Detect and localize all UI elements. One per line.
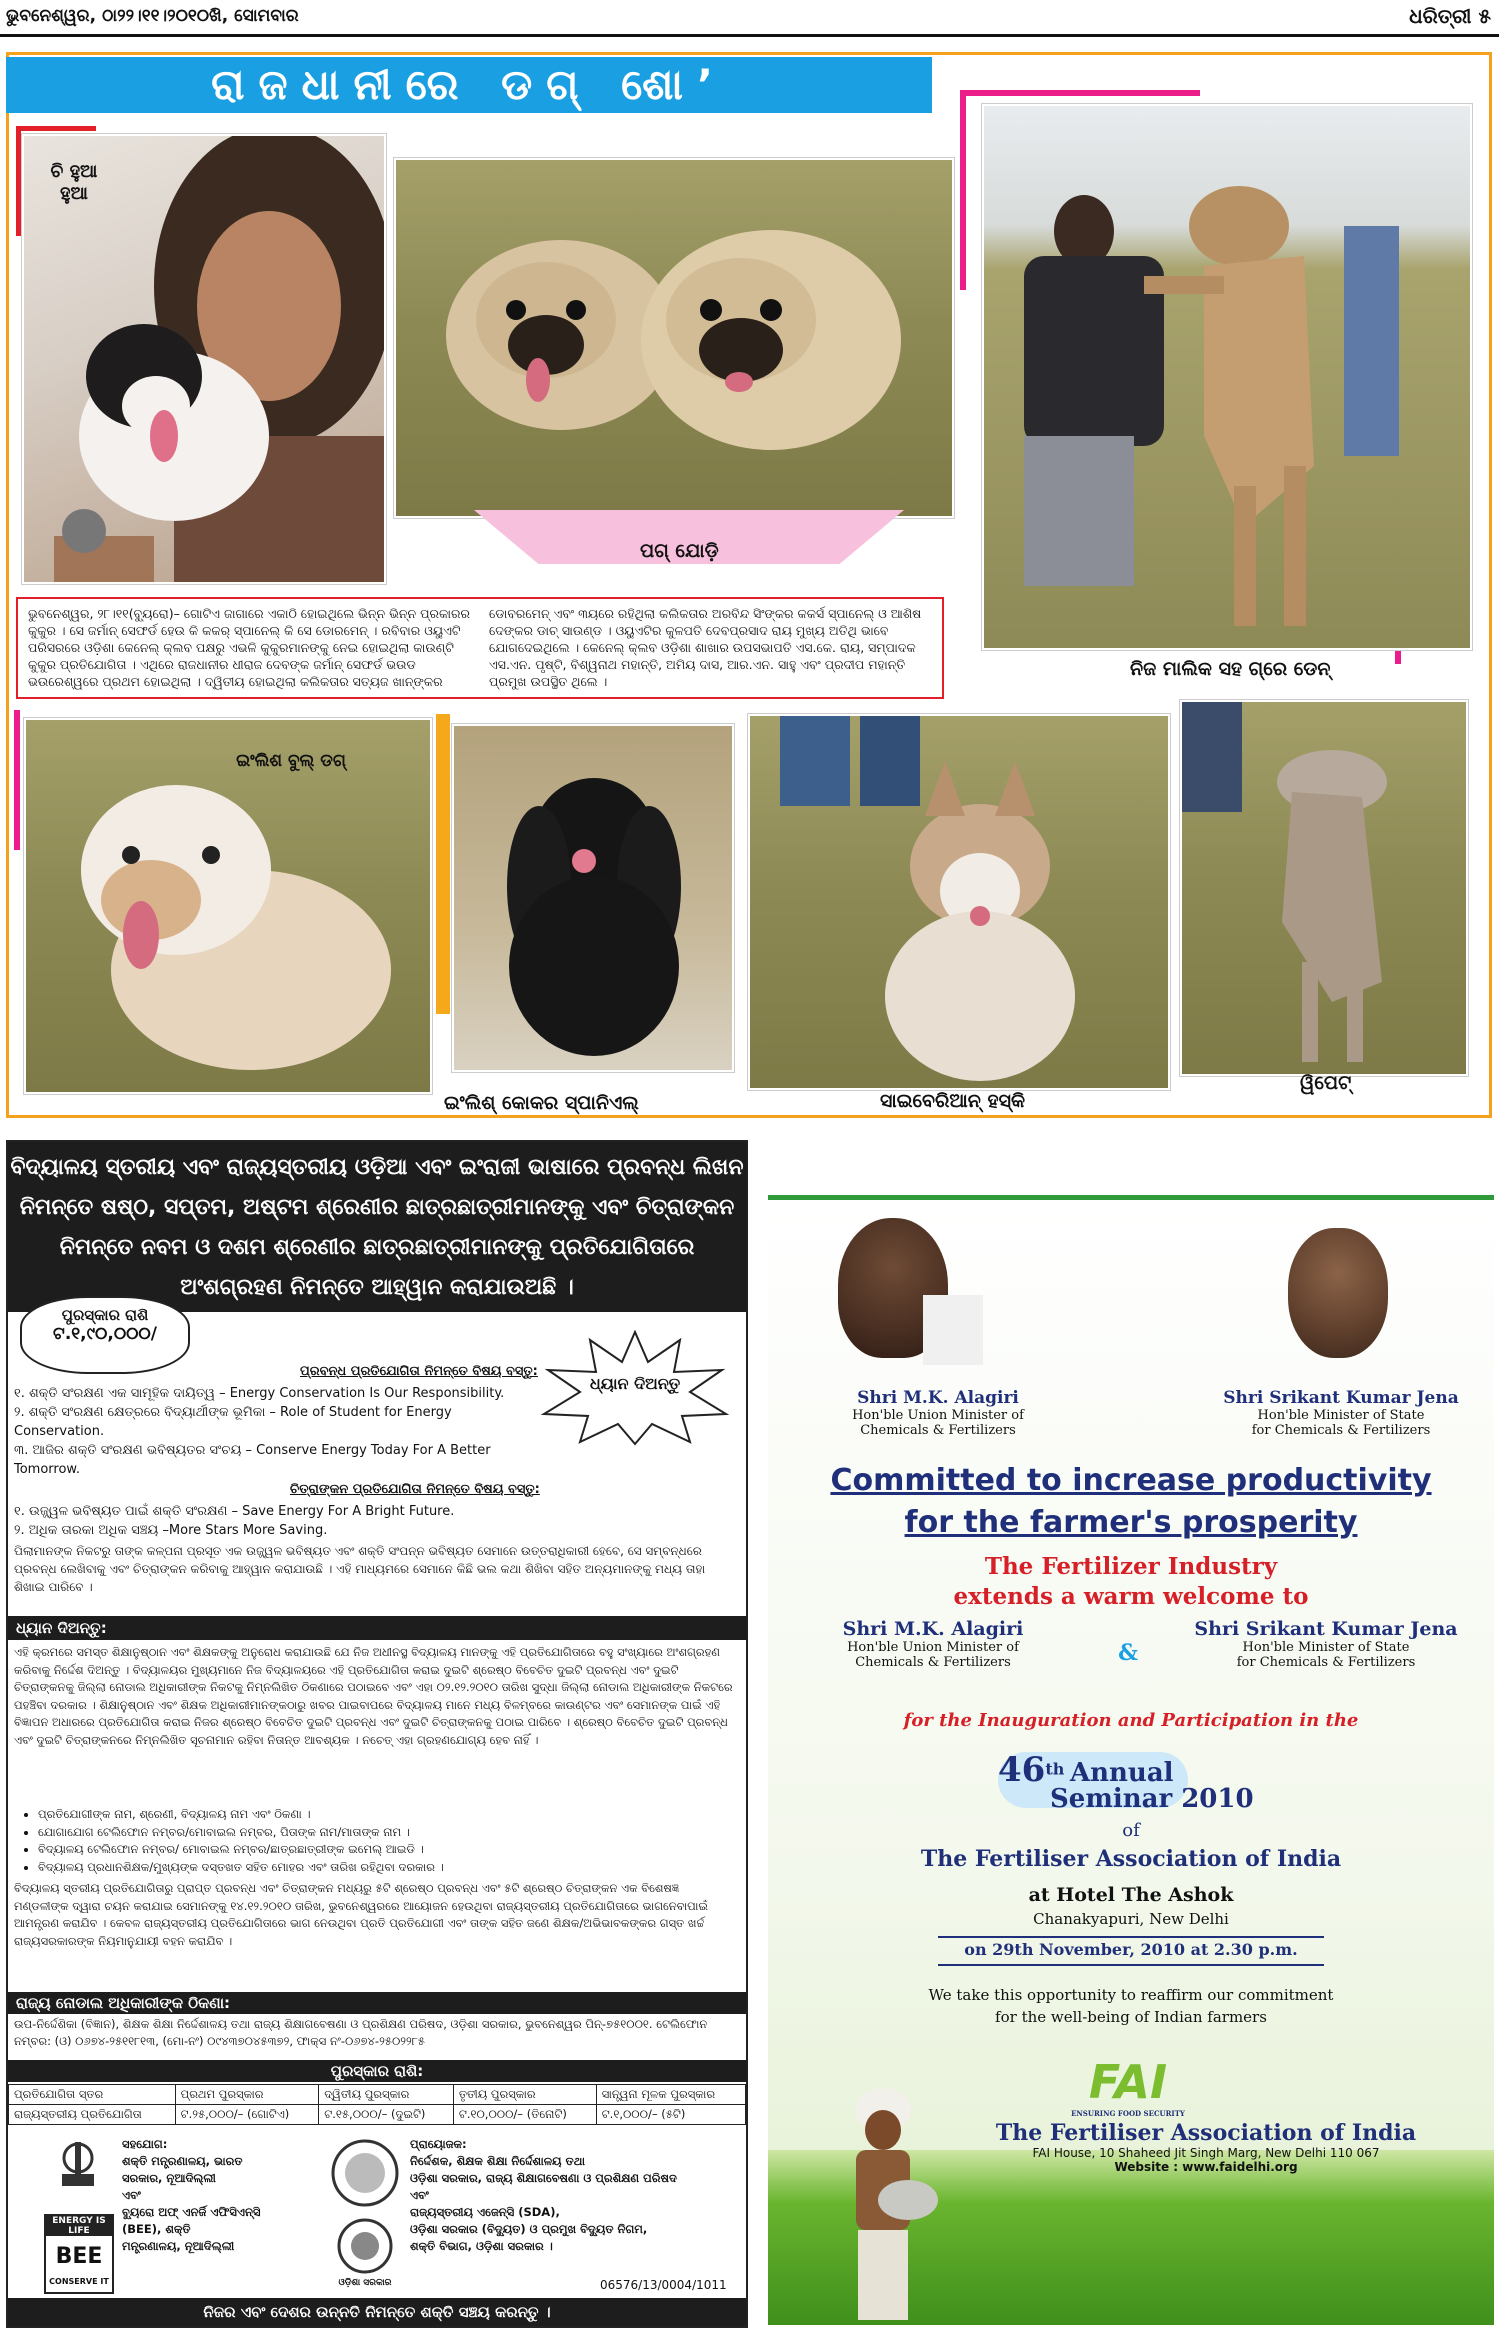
fai-footer — [918, 2120, 1494, 2174]
nodal-officer-address: ଉପ-ନିର୍ଦ୍ଦେଶିକା (ବିଜ୍ଞାନ), ଶିକ୍ଷକ ଶିକ୍ଷା ନିର୍ଦ୍ଦେଶାଳୟ ତଥା ରାଜ୍ୟ ଶିକ୍ଷାଗବେଷଣା ଓ ପ୍ରଶିକ୍ଷଣ ପରିଷଦ, ଓଡ଼ିଶା ସରକାର, ଭୁବନେଶ୍ୱର ପିନ୍-୭୫୧୦୦୧. ଟେଲିଫୋନ ନମ୍ବର: (ଓ) ୦୬୭୪-୨୫୧୧୮୧୩, (ମୋ-ନଂ) ୦୯୪୩୭୦୪୫୩୭୨, ଫାକ୍ସ ନଂ-୦୬୭୪-୨୫୦୨୨୮୫ — [14, 2017, 708, 2048]
prize-seal-title: ପୁରସ୍କାର ରାଶି — [61, 1306, 149, 1324]
siberian-husky-image — [750, 716, 1168, 1088]
energy-logo-top: ENERGY IS LIFE — [46, 2216, 112, 2236]
notice-paragraph: ଏହି କ୍ରମରେ ସମସ୍ତ ଶିକ୍ଷାନୁଷ୍ଠାନ ଏବଂ ଶିକ୍ଷକଙ୍କୁ ଅନୁରୋଧ କରାଯାଉଛି ଯେ ନିଜ ଅଧୀନସ୍ଥ ବିଦ୍ୟାଳୟ ମାନଙ୍କୁ ଏହି ପ୍ରତିଯୋଗିତାରେ ବହୁ ସଂଖ୍ୟାରେ ଅଂଶଗ୍ରହଣ କରିବାକୁ ନିର୍ଦ୍ଦେଶ ଦିଅନ୍ତୁ । ବିଦ୍ୟାଳୟର ମୁଖ୍ୟମାନେ ନିଜ ବିଦ୍ୟାଳୟରେ ଏହି ପ୍ରତିଯୋଗିତା କରାଇ ଦୁଇଟି ଶ୍ରେଷ୍ଠ ବିବେଚିତ ଦୁଇଟି ପ୍ରବନ୍ଧ ଏବଂ ଦୁଇଟି ଚିତ୍ରାଙ୍କନକୁ ଜିଲ୍ଲା ନୋଡାଲ ଅଧିକାରୀଙ୍କ ନିକଟକୁ ନିମ୍ନଲିଖିତ ଠିକଣାରେ ପଠାଇବେ ଏବଂ ଏହା ୦୨.୧୨.୨୦୧୦ ତାରିଖ ସୁଦ୍ଧା ଜିଲ୍ଲା ନୋଡାଲ ଅଧିକାରୀଙ୍କ ନିକଟରେ ପହଞ୍ଚିବା ଦରକାର । ଶିକ୍ଷାନୁଷ୍ଠାନ ଏବଂ ଶିକ୍ଷକ ଅଧିକାରୀମାନଙ୍କଠାରୁ ଖବର ପାଇବାପରେ ବିଦ୍ୟାଳୟ ମାନେ ମଧ୍ୟ ବିଳମ୍ବରେ କାଉଣ୍ଟର ଏବଂ ସେମାନଙ୍କ ପାଇଁ ଏହି ବିଜ୍ଞାପନ ଅଧାରରେ ପ୍ରତିଯୋଗିତା କରାଇ ନିଜର ଶ୍ରେଷ୍ଠ ବିବେଚିତ ଦୁଇଟି ପ୍ରବନ୍ଧ ଏବଂ ଦୁଇଟି ଚିତ୍ରାଙ୍କନକୁ ପଠାଇ ପାରିବେ । ଶ୍ରେଷ୍ଠ ବିବେଚିତ ଦୁଇଟି ପ୍ରବନ୍ଧ ଏବଂ ଦୁଇଟି ଚିତ୍ରାଙ୍କନରେ ନିମ୍ନଲିଖିତ ସୂଚନାମାନ ରହିବା ନିତାନ୍ତ ଆବଶ୍ୟକ । ନଚେତ୍ ଏହା ଗ୍ରହଣଯୋଗ୍ୟ ହେବ ନାହିଁ । — [14, 1645, 733, 1747]
cocker-spaniel-image — [454, 726, 732, 1070]
bulldog-caption: ଇଂଲିଶ ବୁଲ୍ ଡଗ୍ — [236, 751, 346, 771]
contest-intro: ପିଲାମାନଙ୍କ ନିକଟରୁ ତାଙ୍କ କଳ୍ପନା ପ୍ରସୂତ ଏକ ଉଜ୍ଜ୍ୱଳ ଭବିଷ୍ୟତ ଏବଂ ଶକ୍ତି ସଂପନ୍ନ ଭବିଷ୍ୟତ ସେମାନେ ଉତ୍ତରାଧିକାରୀ ହେବେ, ସେ ସମ୍ବନ୍ଧରେ ପ୍ରବନ୍ଧ ଲେଖିବାକୁ ଏବଂ ଚିତ୍ରାଙ୍କନ କରିବାକୁ ଆହ୍ୱାନ କରାଯାଉଛି । ଏହି ମାଧ୍ୟମରେ ସେମାନେ କିଛି ଭଲ କଥା ଶିଖିବା ସହିତ ଅନ୍ୟମାନଙ୍କୁ ମଧ୍ୟ ତାହା ଶିଖାଇ ପାରିବେ । — [14, 1544, 706, 1594]
fai-tagline — [768, 1460, 1494, 1544]
whippet-caption: ୱିପେଟ୍ — [1300, 1072, 1352, 1094]
essay-topics-title: ପ୍ରବନ୍ଧ ପ୍ରତିଯୋଗିତା ନିମନ୍ତେ ବିଷୟ ବସ୍ତୁ: — [300, 1364, 538, 1379]
fai-logo — [1068, 2055, 1188, 2118]
sponsor-line: ସହଯୋଗ: — [122, 2137, 168, 2151]
seminar-date: on 29th November, 2010 at 2.30 p.m. — [964, 1940, 1298, 1959]
pug-photo — [394, 158, 954, 518]
sponsor-left — [122, 2136, 322, 2255]
bulldog-photo — [24, 718, 432, 1094]
contest-heading: ବିଦ୍ୟାଳୟ ସ୍ତରୀୟ ଏବଂ ରାଜ୍ୟସ୍ତରୀୟ ଓଡ଼ିଆ ଏବଂ ଇଂରାଜୀ ଭାଷାରେ ପ୍ରବନ୍ଧ ଲିଖନ ନିମନ୍ତେ ଷଷ୍ଠ, ସପ୍ତମ, ଅଷ୍ଟମ ଶ୍ରେଣୀର ଛାତ୍ରଛାତ୍ରୀମାନଙ୍କୁ ଏବଂ ଚିତ୍ରାଙ୍କନ ନିମନ୍ତେ ନବମ ଓ ଦଶମ ଶ୍ରେଣୀର ଛାତ୍ରଛାତ୍ରୀମାନଙ୍କୁ ପ୍ରତିଯୋଗିତାରେ ଅଂଶଗ୍ରହଣ ନିମନ୍ତେ ଆହ୍ୱାନ କରାଯାଉଅଛି । — [8, 1142, 746, 1312]
prize-bar: ପୁରସ୍କାର ରାଶି: — [8, 2060, 746, 2082]
table-cell: ପ୍ରତିଯୋଗିତା ସ୍ତର — [9, 2085, 176, 2105]
husky-photo — [748, 714, 1170, 1090]
minister1-title: Chemicals & Fertilizers — [860, 1423, 1016, 1438]
fai-footer-name: The Fertiliser Association of India — [995, 2120, 1417, 2146]
seminar-annual: Annual — [1069, 1758, 1174, 1788]
prize-seal — [20, 1296, 190, 1374]
dog-show-headline: ରାଜଧାନୀରେ ଡଗ୍ ଶୋ’ — [6, 57, 932, 113]
of-text: of — [1122, 1820, 1140, 1841]
divider — [938, 1936, 1324, 1938]
accent-bar — [960, 90, 966, 290]
sponsor-right — [410, 2136, 740, 2255]
drawing-topic: ୨. ଅଧିକ ତାରକା ଅଧିକ ସଞ୍ଚୟ –More Stars More Saving. — [14, 1523, 328, 1538]
energy-logo-bottom: CONSERVE IT — [49, 2277, 109, 2286]
sponsor-line: (BEE), ଶକ୍ତି — [122, 2222, 191, 2236]
sponsor-line: ମନ୍ତ୍ରଣାଳୟ, ନୂଆଦିଲ୍ଲୀ — [122, 2239, 235, 2253]
minister2-block — [1188, 1388, 1494, 1438]
table-cell: ପ୍ରଥମ ପୁରସ୍କାର — [175, 2085, 319, 2105]
two-pugs-image — [396, 160, 952, 516]
seminar-ordinal: th — [1045, 1759, 1065, 1779]
table-cell: ଦ୍ୱିତୀୟ ପୁରସ୍କାର — [319, 2085, 454, 2105]
table-cell: ଟ.୧୫,୦୦୦/– (ଦୁଇଟି) — [319, 2105, 454, 2125]
scert-seal-icon — [330, 2138, 400, 2208]
drawing-topics-list — [14, 1502, 734, 1540]
dateline: ଭୁବନେଶ୍ୱର, ଠା୨୨।୧୧।୨୦୧୦ଖି, ସୋମବାର — [6, 6, 299, 26]
ad-reference-number: 06576/13/0004/1011 — [600, 2278, 727, 2292]
welcome-minister1-title: Chemicals & Fertilizers — [855, 1655, 1011, 1670]
reaffirm-line: We take this opportunity to reaffirm our commitment — [928, 1986, 1334, 2004]
accent-bar — [14, 710, 20, 850]
welcome-minister1 — [768, 1618, 1098, 1670]
required-info-item: • ବିଦ୍ୟାଳୟ ଟେଲିଫୋନ ନମ୍ବର/ ମୋବାଇଲ ନମ୍ବର/ଛାତ୍ରଛାତ୍ରୀଙ୍କ ଇମେଲ୍ ଆଇଡି । — [38, 1841, 738, 1859]
prize-table — [8, 2084, 746, 2125]
drawing-topic: ୧. ଉଜ୍ଜ୍ୱଳ ଭବିଷ୍ୟତ ପାଇଁ ଶକ୍ତି ସଂରକ୍ଷଣ – Save Energy For A Bright Future. — [14, 1504, 455, 1519]
sponsor-line: ଶକ୍ତି ମନ୍ତ୍ରଣାଳୟ, ଭାରତ — [122, 2154, 243, 2168]
drawing-topics-title: ଚିତ୍ରାଙ୍କନ ପ୍ରତିଯୋଗିତା ନିମନ୍ତେ ବିଷୟ ବସ୍ତୁ: — [290, 1482, 540, 1497]
sponsor-line: ଓଡ଼ିଶା ସରକାର, ରାଜ୍ୟ ଶିକ୍ଷାଗବେଷଣା ଓ ପ୍ରଶିକ୍ଷଣ ପରିଷଦ — [410, 2171, 677, 2185]
table-cell: ତୃତୀୟ ପୁରସ୍କାର — [453, 2085, 596, 2105]
minister2-name: Shri Srikant Kumar Jena — [1223, 1388, 1459, 1408]
fai-logo-mark: FAI — [1088, 2055, 1168, 2109]
accent-bar — [436, 714, 450, 1014]
sponsor-line: ବ୍ୟୁରୋ ଅଫ୍ ଏନର୍ଜି ଏଫିସିଏନ୍ସି — [122, 2205, 261, 2219]
table-cell: ସାନ୍ତ୍ୱନା ମୂଳକ ପୁରସ୍କାର — [596, 2085, 745, 2105]
divider — [938, 1964, 1324, 1966]
association-name: The Fertiliser Association of India — [920, 1846, 1342, 1872]
notice-seal — [540, 1330, 730, 1446]
energy-is-life-logo — [44, 2214, 114, 2294]
sponsor-line: ପ୍ରାୟୋଜକ: — [410, 2137, 467, 2151]
fai-seminar-ad — [768, 1195, 1494, 2325]
prize-seal-amount: ଟ.୧,୯୦,୦୦୦/ — [53, 1324, 157, 1344]
essay-topic: ୨. ଶକ୍ତି ସଂରକ୍ଷଣ କ୍ଷେତ୍ରରେ ବିଦ୍ୟାର୍ଥୀଙ୍କ ଭୂମିକା – Role of Student for Energy Conservation. — [14, 1405, 452, 1439]
chihuahua-photo — [22, 134, 386, 584]
required-info-item: • ଯୋଗାଯୋଗ ଟେଲିଫୋନ ନମ୍ବର/ମୋବାଇଲ ନମ୍ବର, ପିତାଙ୍କ ନାମ/ମାତାଙ୍କ ନାମ । — [38, 1824, 738, 1842]
english-bulldog-image — [26, 720, 430, 1092]
table-cell: ଟ.୨୫,୦୦୦/– (ଗୋଟିଏ) — [175, 2105, 319, 2125]
essay-topic: ୩. ଆଜିର ଶକ୍ତି ସଂରକ୍ଷଣ ଭବିଷ୍ୟତର ସଂଚୟ – Conserve Energy Today For A Better Tomorrow. — [14, 1443, 491, 1477]
accent-bar — [16, 126, 96, 131]
minister1-name: Shri M.K. Alagiri — [857, 1388, 1019, 1408]
table-row — [9, 2105, 746, 2125]
chihuahua-caption: ଚି ହୁଆ ହୁଆ — [50, 161, 98, 204]
occasion-text: for the Inauguration and Participation in the — [903, 1710, 1359, 1731]
odisha-seal-label: ଓଡ଼ିଶା ସରକାର — [338, 2278, 392, 2288]
table-row — [9, 2085, 746, 2105]
ashoka-emblem-icon — [56, 2136, 100, 2192]
notice-bar: ଧ୍ୟାନ ଦିଅନ୍ତୁ: — [8, 1616, 746, 1640]
welcome-line: extends a warm welcome to — [953, 1583, 1309, 1610]
minister2-title: for Chemicals & Fertilizers — [1251, 1423, 1431, 1438]
table-cell: ଟ.୧,୦୦୦/– (୫ଟି) — [596, 2105, 745, 2125]
whippet-image — [1182, 702, 1466, 1074]
table-cell: ରାଜ୍ୟସ୍ତରୀୟ ପ୍ରତିଯୋଗିତା — [9, 2105, 176, 2125]
minister2-portrait — [1288, 1228, 1388, 1358]
spaniel-caption: ଇଂଲିଶ୍ କୋକର ସ୍ପାନିଏଲ୍ — [444, 1092, 639, 1114]
ampersand: & — [1118, 1640, 1138, 1666]
reaffirm-line: for the well-being of Indian farmers — [995, 2008, 1267, 2026]
welcome-minister2 — [1158, 1618, 1494, 1670]
great-dane-photo — [982, 104, 1472, 650]
cocker-spaniel-photo — [452, 724, 734, 1072]
sponsor-line: ଓଡ଼ିଶା ସରକାର (ବିଦ୍ୟୁତ) ଓ ପ୍ରମୁଖ ବିଦ୍ୟୁତ ନିଗମ, — [410, 2222, 648, 2236]
sponsor-line: ଶକ୍ତି ବିଭାଗ, ଓଡ଼ିଶା ସରକାର । — [410, 2239, 553, 2253]
notice-seal-text: ଧ୍ୟାନ ଦିଅନ୍ତୁ — [589, 1374, 681, 1393]
fai-logo-sub: ENSURING FOOD SECURITY — [1071, 2109, 1185, 2118]
odisha-govt-seal — [330, 2218, 400, 2288]
whippet-photo — [1180, 700, 1468, 1076]
essay-topic: ୧. ଶକ୍ତି ସଂରକ୍ଷଣ ଏକ ସାମୂହିକ ଦାୟିତ୍ୱ – Energy Conservation Is Our Responsibility. — [14, 1386, 505, 1401]
page-header — [0, 0, 1499, 37]
essay-topics-list — [14, 1384, 534, 1479]
accent-bar — [960, 90, 1200, 96]
address-bar: ରାଜ୍ୟ ନୋଡାଲ ଅଧିକାରୀଙ୍କ ଠିକଣା: — [8, 1992, 746, 2014]
required-info-list — [14, 1806, 738, 1876]
sponsor-line: ଏବଂ — [410, 2188, 429, 2202]
welcome-minister2-name: Shri Srikant Kumar Jena — [1194, 1618, 1458, 1640]
minister1-block — [768, 1388, 1108, 1438]
welcome-minister1-title: Hon'ble Union Minister of — [847, 1640, 1019, 1655]
great-dane-with-owner-image — [984, 106, 1470, 648]
dog-show-story: ଭୁବନେଶ୍ୱର, ୨୮।୧୧(ବ୍ୟୁରୋ)– ଗୋଟିଏ ଜାଗାରେ ଏକାଠି ହୋଇଥିଲେ ଭିନ୍ନ ଭିନ୍ନ ପ୍ରକାରର କୁକୁର । ସେ ଜର୍ମାନ୍ ସେଫର୍ଡ ହେଉ କି କକର୍ ସ୍ପାନେଲ୍ କି ସେ ଡୋରମେନ୍ । ରବିବାର ଓୟୁଏଟି ପରିସରରେ ଓଡ଼ିଶା କେନେଲ୍ କ୍ଲବ ପକ୍ଷରୁ ଏଭଳି କୁକୁରମାନଙ୍କୁ ନେଇ ହୋଇଥିଲା କାଉଣ୍ଟି କୁକୁର ପ୍ରତିଯୋଗିତା । ଏଥିରେ ରାଜଧାନୀର ଧୀରାଜ ଦେବଙ୍କ ଜର୍ମାନ୍ ସେଫର୍ଡ ଭଉଡ ଭଉରେଶ୍ୱରେ ପ୍ରଥମ ହୋଇଥିଲା । ଦ୍ୱିତୀୟ ହୋଇଥିଲା କଲିକତାର ସତ୍ୟଜ ଖାନ୍ଙ୍କର ଡୋବରମେନ୍ ଏବଂ ୩ୟରେ ରହିଥିଲା କଲିକତାର ଅରବିନ୍ଦ ସିଂଙ୍କର କକର୍ସ ସ୍ପାନେଲ୍ ଓ ଆଶିଷ ଦେଙ୍କର ଡାଚ୍ ସାଉଣ୍ଡ । ଓୟୁଏଟିର କୁଳପତି ଦେବପ୍ରସାଦ ରାୟ ମୁଖ୍ୟ ଅତିଥି ଭାବେ ଯୋଗଦେଇଥିଲେ । କେନେଲ୍ କ୍ଲବ ଓଡ଼ିଶା ଶାଖାର ଉପସଭାପତି ଏସ.କେ. ରାୟ, ସମ୍ପାଦକ ଏସ.ଏନ. ପୃଷ୍ଟି, ବିଶ୍ୱନାଥ ମହାନ୍ତି, ଅମିୟ ଦାସ, ଆର.ଏନ. ସାହୁ ଏବଂ ପ୍ରଦୀପ ମହାନ୍ତି ପ୍ରମୁଖ ଉପସ୍ଥିତ ଥିଲେ । — [16, 597, 944, 699]
seminar-year: Seminar 2010 — [1050, 1784, 1254, 1814]
welcome-line: The Fertilizer Industry — [984, 1553, 1278, 1580]
farmer-image — [828, 2080, 938, 2320]
great-dane-caption: ନିଜ ମାଲିକ ସହ ଗ୍ରେ ଡେନ୍ — [1130, 658, 1331, 680]
welcome-block — [768, 1552, 1494, 1612]
table-cell: ଟ.୧୦,୦୦୦/– (ତିନୋଟି) — [453, 2105, 596, 2125]
tagline-line: Committed to increase productivity — [830, 1463, 1432, 1498]
husky-caption: ସାଇବେରିଆନ୍ ହସ୍କି — [880, 1090, 1026, 1112]
sponsor-line: ସରକାର, ନୂଆଦିଲ୍ଲୀ — [122, 2171, 216, 2185]
seminar-number: 46 — [998, 1750, 1046, 1790]
fai-footer-address: FAI House, 10 Shaheed Jit Singh Marg, New Delhi 110 067 — [1032, 2146, 1380, 2160]
contest-footer: ନିଜର ଏବଂ ଦେଶର ଉନ୍ନତି ନିମନ୍ତେ ଶକ୍ତି ସଞ୍ଚୟ କରନ୍ତୁ । — [8, 2298, 746, 2326]
seminar-title — [998, 1750, 1298, 1814]
welcome-minister2-title: Hon'ble Minister of State — [1242, 1640, 1410, 1655]
tagline-line: for the farmer's prosperity — [904, 1505, 1358, 1540]
portrait-collar — [923, 1295, 983, 1365]
page-masthead: ଧରିତ୍ରୀ ୫ — [1409, 4, 1491, 28]
sponsor-line: ନିର୍ଦ୍ଦେଶକ, ଶିକ୍ଷକ ଶିକ୍ଷା ନିର୍ଦ୍ଦେଶାଳୟ ତଥା — [410, 2154, 585, 2168]
required-info-item: • ପ୍ରତିଯୋଗୀଙ୍କ ନାମ, ଶ୍ରେଣୀ, ବିଦ୍ୟାଳୟ ନାମ ଏବଂ ଠିକଣା । — [38, 1806, 738, 1824]
fai-footer-website: Website : www.faidelhi.org — [1114, 2160, 1298, 2174]
selection-paragraph: ବିଦ୍ୟାଳୟ ସ୍ତରୀୟ ପ୍ରତିଯୋଗିତାରୁ ପ୍ରାପ୍ତ ପ୍ରବନ୍ଧ ଏବଂ ଚିତ୍ରାଙ୍କନ ମଧ୍ୟରୁ ୫ଟି ଶ୍ରେଷ୍ଠ ପ୍ରବନ୍ଧ ଏବଂ ୫ଟି ଶ୍ରେଷ୍ଠ ଚିତ୍ରାଙ୍କନ ଏକ ବିଶେଷଜ୍ଞ ମଣ୍ଡଳୀଙ୍କ ଦ୍ୱାରା ଚୟନ କରାଯାଇ ସେମାନଙ୍କୁ ୧୪.୧୨.୨୦୧୦ ତାରିଖ, ଭୁବନେଶ୍ୱରରେ ଆୟୋଜନ ହେଉଥିବା ରାଜ୍ୟସ୍ତରୀୟ ପ୍ରତିଯୋଗିତାରେ ଭାଗନେବାପାଇଁ ଆମନ୍ତ୍ରଣ କରାଯିବ । କେବଳ ରାଜ୍ୟସ୍ତରୀୟ ପ୍ରତିଯୋଗିତାରେ ଭାଗ ନେଉଥିବା ପ୍ରତି ପ୍ରତିଯୋଗୀ ଏବଂ ତାଙ୍କ ସହିତ ଜଣେ ଶିକ୍ଷକ/ଅଭିଭାବକଙ୍କର ଗସ୍ତ ଖର୍ଚ୍ଚ ରାଜ୍ୟସରକାରଙ୍କ ନିୟମାନୁଯାୟୀ ବହନ କରାଯିବ । — [14, 1881, 708, 1948]
sponsor-line: ଏବଂ — [122, 2188, 141, 2202]
farmer-figure — [828, 2080, 938, 2320]
odisha-emblem-icon — [330, 2218, 400, 2274]
venue: at Hotel The Ashok — [1028, 1884, 1234, 1906]
venue-location: Chanakyapuri, New Delhi — [1033, 1910, 1229, 1928]
minister2-title: Hon'ble Minister of State — [1257, 1408, 1425, 1423]
welcome-minister1-name: Shri M.K. Alagiri — [842, 1618, 1024, 1640]
required-info-item: • ବିଦ୍ୟାଳୟ ପ୍ରଧାନଶିକ୍ଷକ/ମୁଖ୍ୟଙ୍କ ଦସ୍ତଖତ ସହିତ ମୋହର ଏବଂ ତାରିଖ ରହିଥିବା ଦରକାର । — [38, 1859, 738, 1877]
accent-bar — [16, 126, 21, 236]
welcome-minister2-title: for Chemicals & Fertilizers — [1236, 1655, 1416, 1670]
pug-caption: ପଗ୍ ଯୋଡ଼ି — [640, 540, 719, 562]
minister1-title: Hon'ble Union Minister of — [852, 1408, 1024, 1423]
reaffirm-text — [768, 1984, 1494, 2028]
energy-logo-mid: BEE — [55, 2244, 103, 2269]
sponsor-line: ରାଜ୍ୟସ୍ତରୀୟ ଏଜେନ୍ସି (SDA), — [410, 2205, 560, 2219]
